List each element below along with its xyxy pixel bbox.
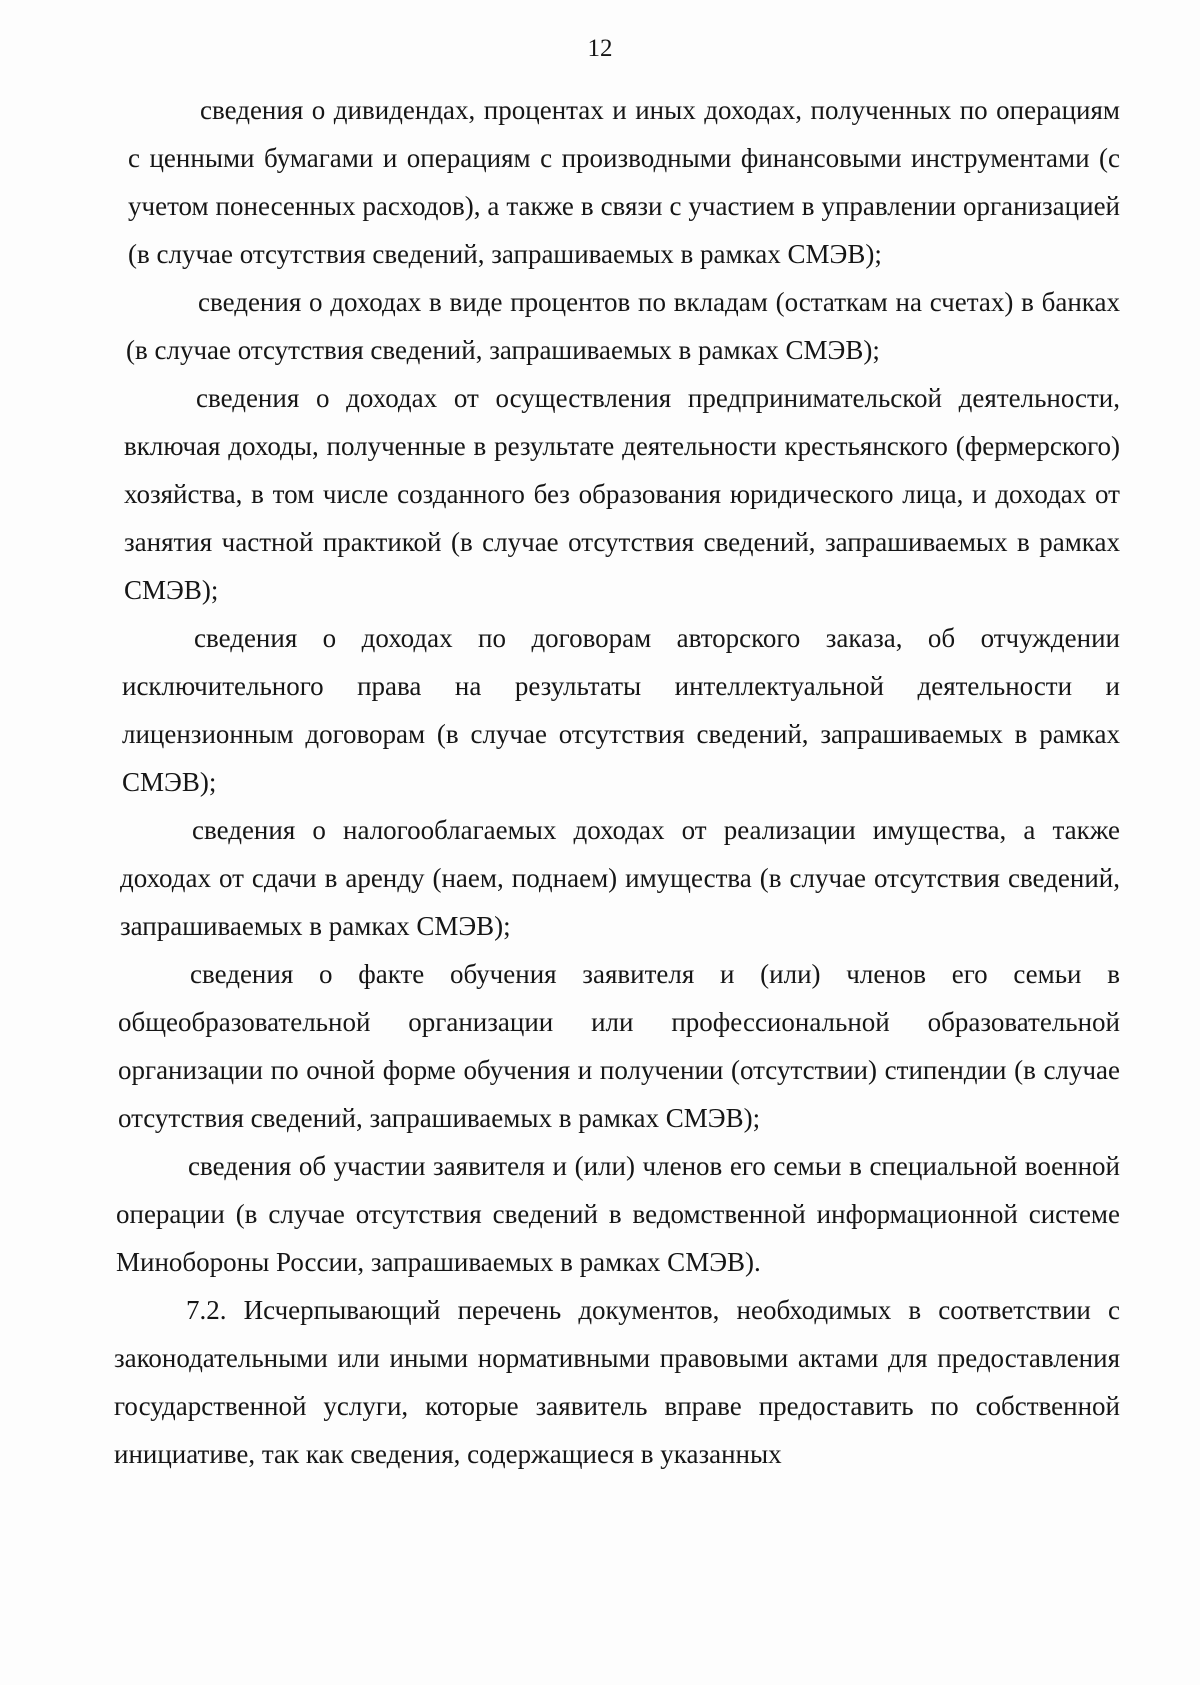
paragraph-dividend-income: сведения о дивидендах, процентах и иных доходах, полученных по операциям с ценными бумагами и операциям с производными финансовыми инструментами (с учетом понесенных расходов), а также в связи с участием в управлении организацией (в случае отсутствия сведений, запрашиваемых в рамках СМЭВ);: [128, 95, 1120, 269]
paragraph-military-operation: сведения об участии заявителя и (или) членов его семьи в специальной военной операции (в случае отсутствия сведений в ведомственной информационной системе Минобороны России, запрашиваемых в рамках СМЭВ).: [116, 1151, 1120, 1277]
paragraph-education-stipend: сведения о факте обучения заявителя и (или) членов его семьи в общеобразовательной организации или профессиональной образовательной организации по очной форме обучения и получении (отсутствии) стипендии (в случае отсутствия сведений, запрашиваемых в рамках СМЭВ);: [118, 959, 1120, 1133]
paragraph-property-income: сведения о налогооблагаемых доходах от реализации имущества, а также доходах от сдачи в аренду (наем, поднаем) имущества (в случае отсутствия сведений, запрашиваемых в рамках СМЭВ);: [120, 815, 1120, 941]
paragraph-copyright-income: сведения о доходах по договорам авторского заказа, об отчуждении исключительного права на результаты интеллектуальной деятельности и лицензионным договорам (в случае отсутствия сведений, запрашиваемых в рамках СМЭВ);: [122, 623, 1120, 797]
paragraph-deposit-interest: сведения о доходах в виде процентов по вкладам (остаткам на счетах) в банках (в случае отсутствия сведений, запрашиваемых в рамках СМЭВ);: [126, 287, 1120, 365]
paragraph-section-7-2: 7.2. Исчерпывающий перечень документов, необходимых в соответствии с законодательными или иными нормативными правовыми актами для предоставления государственной услуги, которые заявитель вправе предоставить по собственной инициативе, так как сведения, содержащиеся в указанных: [114, 1295, 1120, 1469]
page-number: 12: [587, 35, 613, 62]
document-body: [114, 86, 1120, 1478]
paragraph-business-income: сведения о доходах от осуществления предпринимательской деятельности, включая доходы, полученные в результате деятельности крестьянского (фермерского) хозяйства, в том числе созданного без образования юридического лица, и доходах от занятия частной практикой (в случае отсутствия сведений, запрашиваемых в рамках СМЭВ);: [124, 383, 1120, 605]
